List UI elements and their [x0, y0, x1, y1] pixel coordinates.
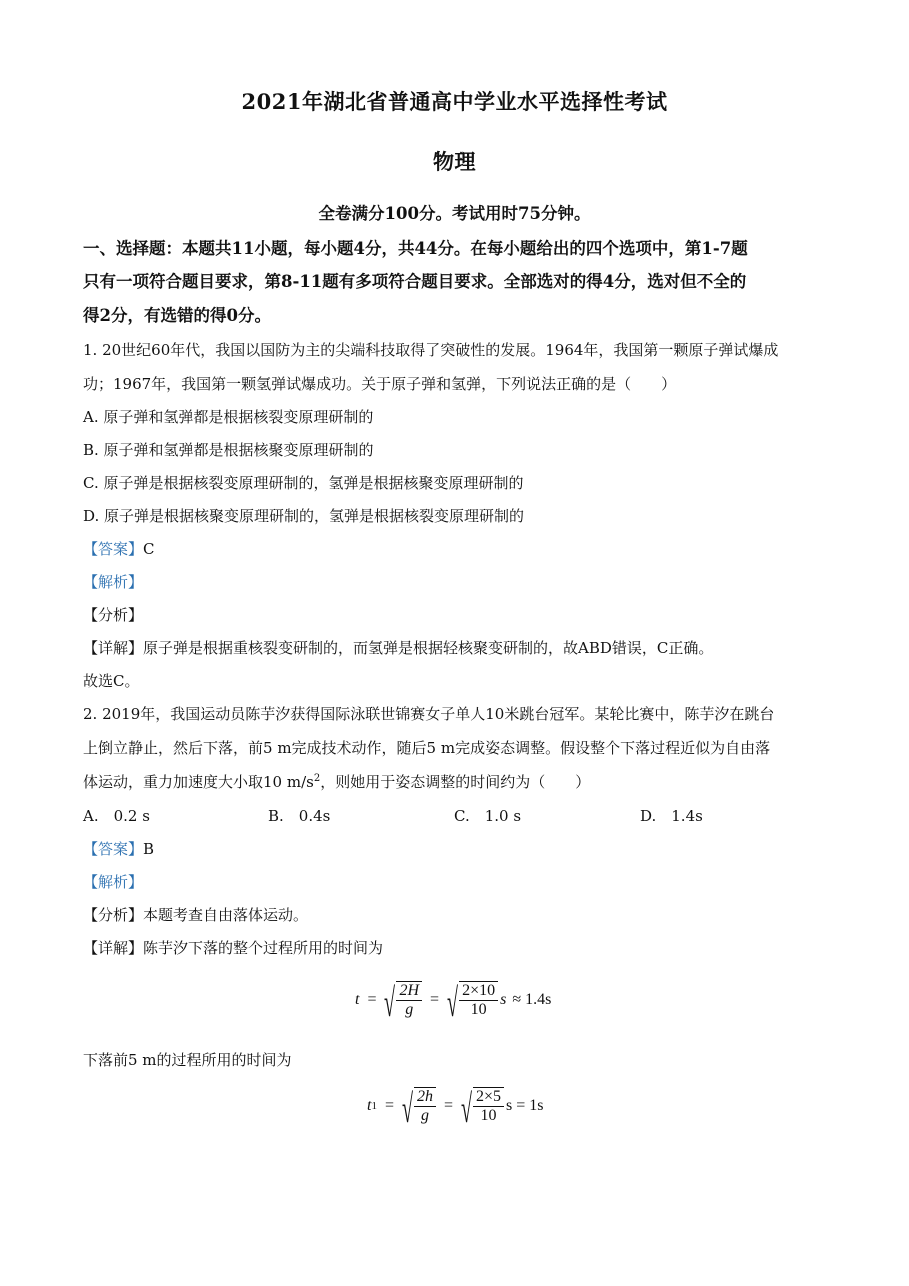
q1-xiangjie: 【详解】原子弹是根据重核裂变研制的，而氢弹是根据轻核聚变研制的，故ABD错误，C正确。 [83, 639, 714, 657]
section-intro-line1: 一、选择题：本题共11小题，每小题4分，共44分。在每小题给出的四个选项中，第1-7题 [83, 239, 748, 258]
eq1-frac2-num: 2×10 [459, 982, 498, 1001]
q1-answer: 【答案】C [83, 540, 155, 558]
eq2-frac1-den: g [420, 1107, 429, 1124]
exam-title: 2021年湖北省普通高中学业水平选择性考试 [241, 89, 668, 114]
eq1-sqrt2: √ $\frac{2\times 10}{10}$ [447, 981, 498, 1019]
q2-fenxi-text: 本题考查自由落体运动。 [143, 906, 309, 924]
equation-first-5m-time [367, 1078, 544, 1134]
eq1-approx: ≈ 1.4s [512, 991, 552, 1008]
q1-xiangjie-text: 原子弹是根据重核裂变研制的，而氢弹是根据轻核聚变研制的，故ABD错误，C正确。 [143, 639, 714, 657]
q1-answer-tag: 答案 [98, 540, 129, 558]
eq2-frac1-num: 2h [414, 1088, 436, 1107]
q2-fenxi: 【分析】本题考查自由落体运动。 [83, 906, 309, 924]
eq1-equals2: = [430, 991, 440, 1008]
q1-fenxi-tag: 分析 [98, 606, 129, 624]
q2-option-d: D. 1.4s [640, 807, 703, 825]
q2-jiexi: 【解析】 [83, 873, 144, 891]
q1-option-a: A. 原子弹和氢弹都是根据核裂变原理研制的 [83, 408, 374, 426]
q2-option-b: B. 0.4s [268, 807, 331, 825]
eq1-frac2-den: 10 [470, 1001, 487, 1018]
q1-option-c: C. 原子弹是根据核裂变原理研制的，氢弹是根据核聚变原理研制的 [83, 474, 524, 492]
q1-conclusion: 故选C。 [83, 672, 140, 690]
q2-option-a: A. 0.2 s [83, 807, 150, 825]
eq2-sqrt2: √ $\frac{2\times 5}{10}$ [461, 1087, 504, 1125]
q1-option-b: B. 原子弹和氢弹都是根据核聚变原理研制的 [83, 441, 374, 459]
eq1-equals: = [367, 991, 377, 1008]
eq2-equals: = [384, 1097, 394, 1114]
section-intro-line2: 只有一项符合题目要求，第8-11题有多项符合题目要求。全部选对的得4分，选对但不全的 [83, 272, 747, 291]
eq2-lhs: t [367, 1097, 372, 1114]
q1-stem-line1: 1. 20世纪60年代，我国以国防为主的尖端科技取得了突破性的发展。1964年，我国第一颗原子弹试爆成 [83, 341, 779, 359]
q1-xiangjie-tag: 详解 [98, 639, 129, 657]
q2-stem-line2: 上倒立静止，然后下落，前5 m完成技术动作，随后5 m完成姿态调整。假设整个下落过程近似为自由落 [83, 739, 771, 757]
q2-stem-line3b: ，则她用于姿态调整的时间约为（ ） [320, 773, 591, 791]
q1-jiexi-tag: 解析 [98, 573, 129, 591]
q1-stem-line2: 功；1967年，我国第一颗氢弹试爆成功。关于原子弹和氢弹，下列说法正确的是（ ） [83, 375, 677, 393]
subject-title: 物理 [433, 149, 476, 174]
eq1-sqrt1: √ $\frac{2H}{g}$ [384, 981, 422, 1019]
eq1-frac1-den: g [405, 1001, 414, 1018]
q2-answer-value: B [143, 840, 155, 858]
q2-stem-line3 [83, 771, 590, 792]
q2-answer-tag: 答案 [98, 840, 129, 858]
q2-xiangjie: 【详解】陈芋汐下落的整个过程所用的时间为 [83, 939, 384, 957]
q2-fenxi-tag: 分析 [98, 906, 129, 924]
q1-jiexi: 【解析】 [83, 573, 144, 591]
q1-fenxi: 【分析】 [83, 606, 144, 624]
q2-answer: 【答案】B [83, 840, 155, 858]
q2-stem-line3a: 体运动，重力加速度大小取10 m/s [83, 773, 314, 791]
eq1-frac1-num: 2H [396, 982, 422, 1001]
q2-option-c: C. 1.0 s [454, 807, 522, 825]
eq2-result: s = 1s [506, 1097, 544, 1114]
eq2-sqrt1: √ $\frac{2h}{g}$ [402, 1087, 436, 1125]
q2-xiangjie-text: 陈芋汐下落的整个过程所用的时间为 [143, 939, 384, 957]
q2-line-before-eq2: 下落前5 m的过程所用的时间为 [83, 1051, 292, 1069]
eq1-unit: s [500, 991, 507, 1008]
eq1-lhs: t [355, 991, 360, 1008]
eq2-frac2-num: 2×5 [473, 1088, 504, 1107]
q2-xiangjie-tag: 详解 [98, 939, 129, 957]
eq2-frac2-den: 10 [480, 1107, 497, 1124]
q2-stem-line1: 2. 2019年，我国运动员陈芋汐获得国际泳联世锦赛女子单人10米跳台冠军。某轮比赛中，陈芋汐在跳台 [83, 705, 775, 723]
score-info: 全卷满分100分。考试用时75分钟。 [318, 204, 591, 223]
q1-option-d: D. 原子弹是根据核聚变原理研制的，氢弹是根据核裂变原理研制的 [83, 507, 525, 525]
section-intro-line3: 得2分，有选错的得0分。 [83, 306, 271, 325]
equation-total-time [355, 972, 551, 1028]
q2-stem-sup: 2 [313, 773, 321, 784]
q1-answer-value: C [143, 540, 155, 558]
eq2-lhs-sub: 1 [371, 1100, 377, 1112]
eq2-equals2: = [443, 1097, 454, 1114]
q2-jiexi-tag: 解析 [98, 873, 129, 891]
